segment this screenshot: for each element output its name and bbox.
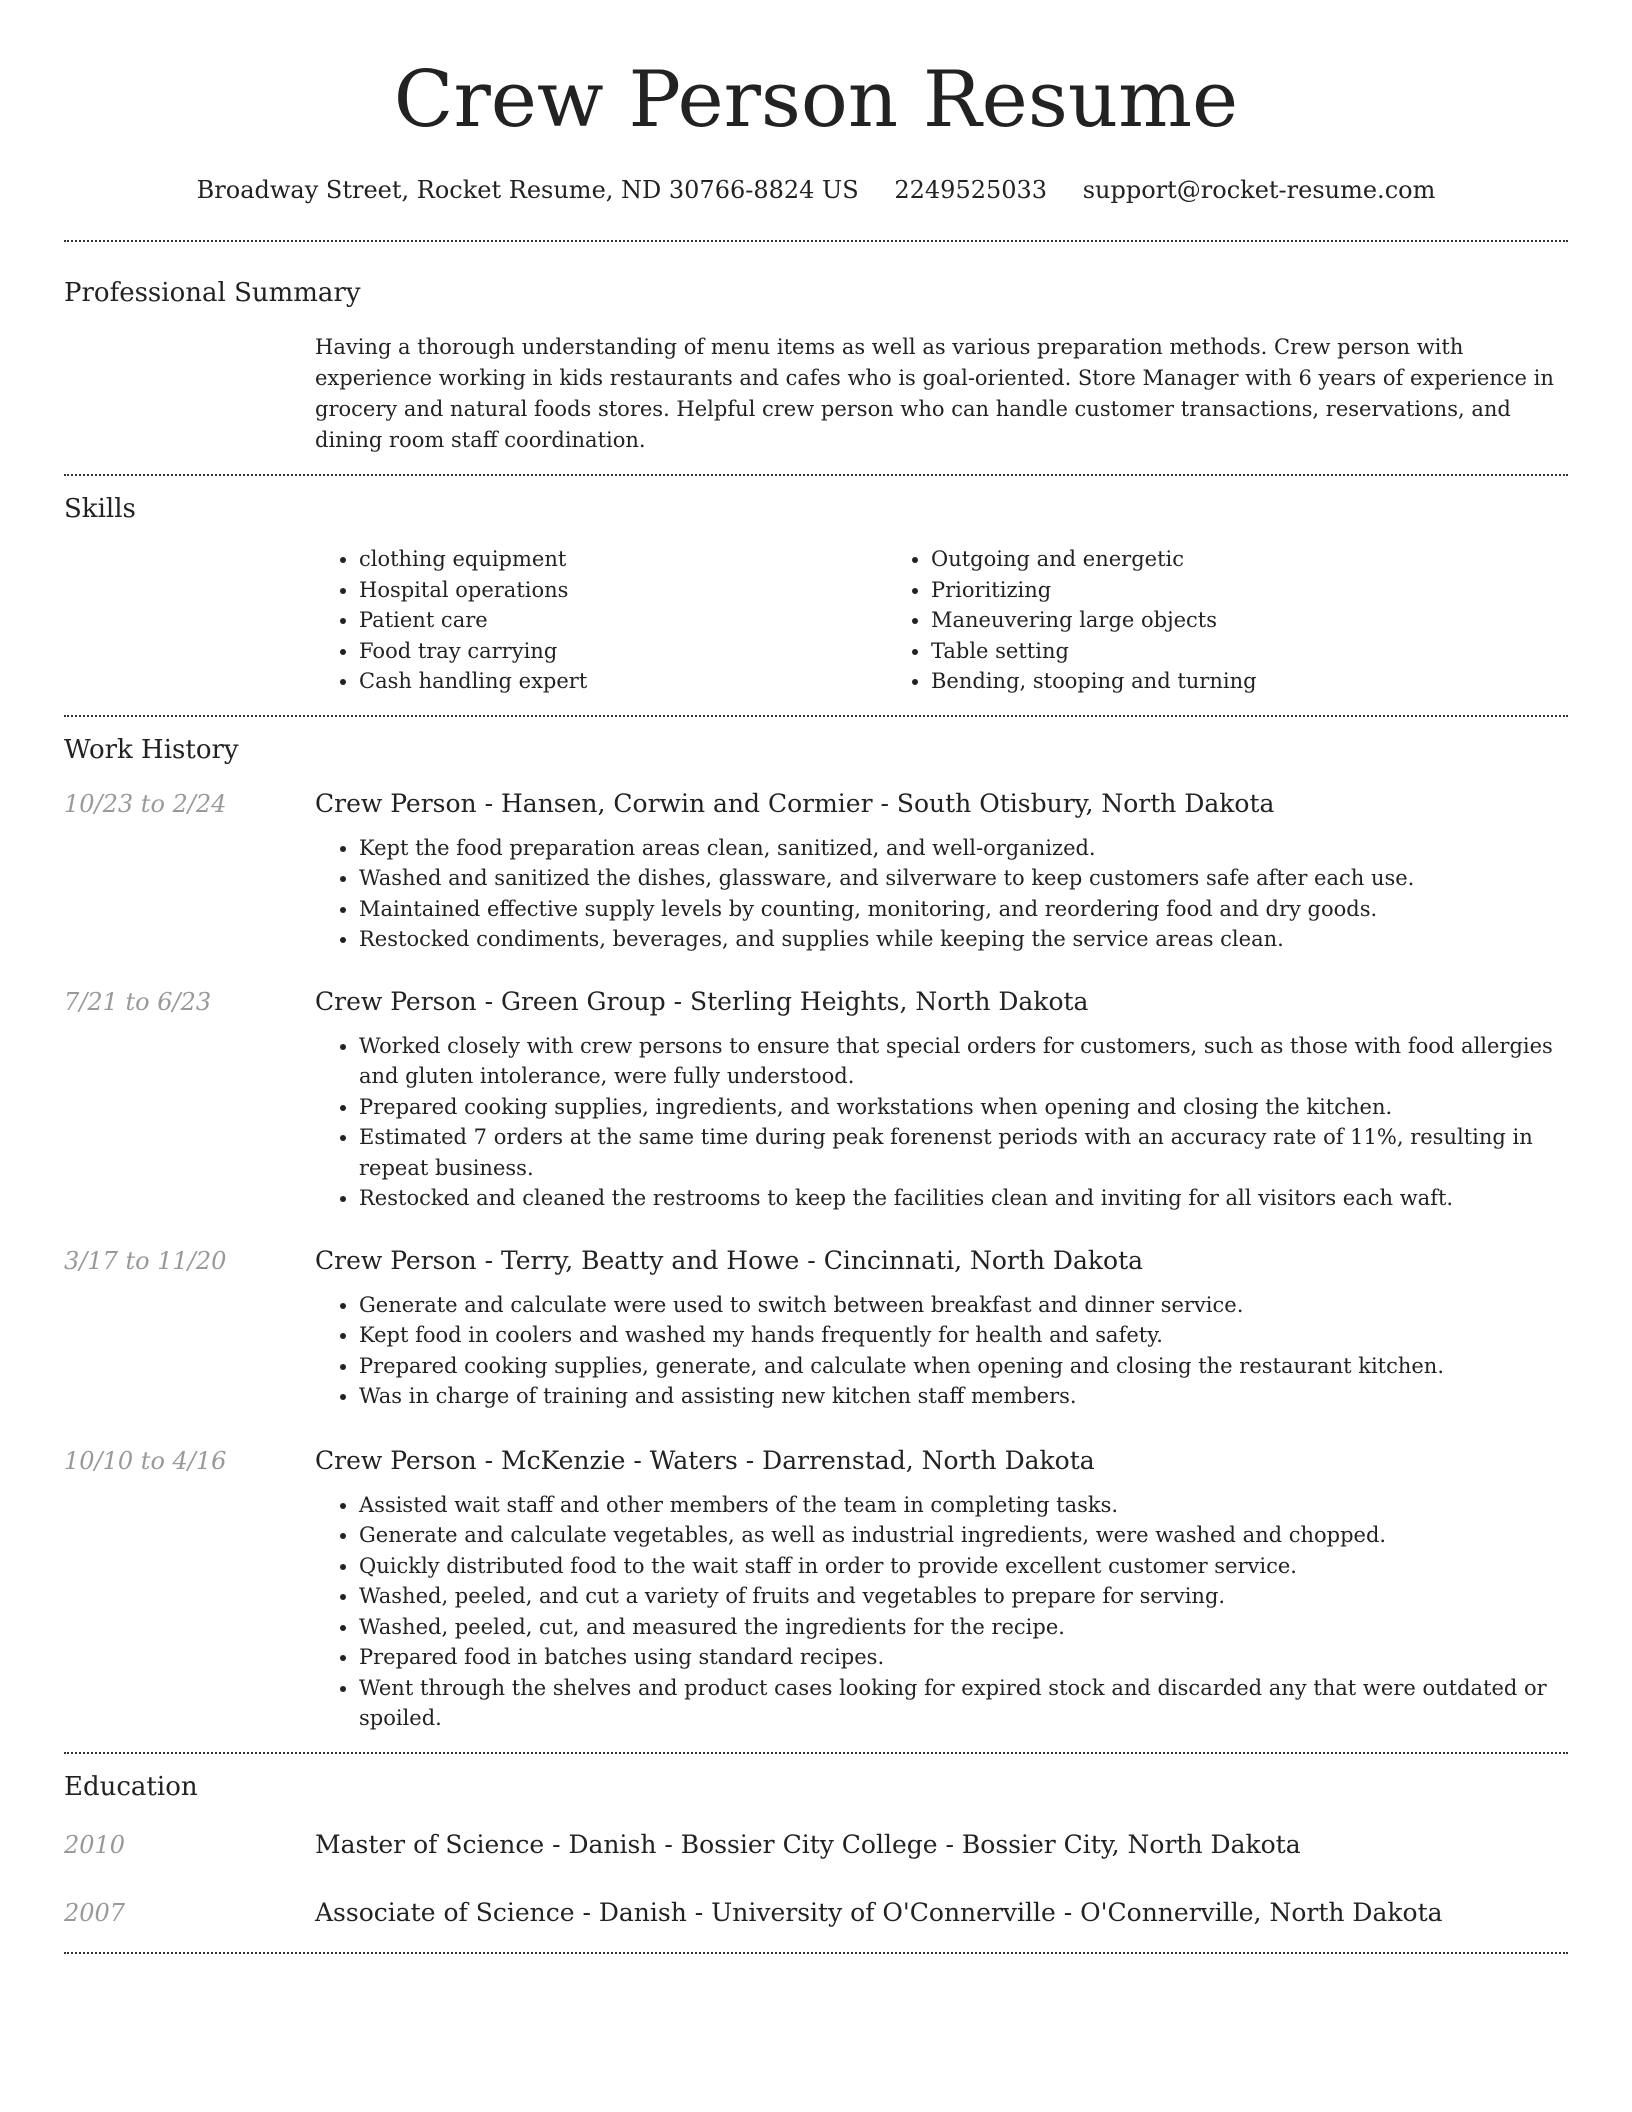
list-item: • Prepared cooking supplies, ingredients, and workstations when opening and closing the kitchen.: [359, 1092, 1568, 1123]
summary-text: Having a thorough understanding of menu items as well as various preparation methods. Crew person with experience working in kids restaurants and cafes who is goal-oriented. Store Manager with 6 years of experience in grocery and natural foods stores. Helpful crew person who can handle customer transactions, reservations, and dining room staff coordination.: [315, 335, 1554, 452]
skills-list-left: [315, 544, 887, 697]
list-item: • Kept the food preparation areas clean, sanitized, and well-organized.: [359, 833, 1568, 864]
skill-item: • Table setting: [931, 636, 1459, 667]
page-title: Crew Person Resume: [393, 55, 1239, 145]
section-title-skills: Skills: [64, 494, 136, 524]
skill-item: • Patient care: [359, 605, 887, 636]
job-title: Crew Person - Green Group - Sterling Heights, North Dakota: [315, 986, 1089, 1016]
list-item: • Washed and sanitized the dishes, glassware, and silverware to keep customers safe after each use.: [359, 863, 1568, 894]
job-date: 3/17 to 11/20: [64, 1246, 227, 1275]
list-item: • Restocked and cleaned the restrooms to keep the facilities clean and inviting for all visitors each waft.: [359, 1183, 1568, 1214]
resume-header: [64, 0, 1568, 206]
list-item: • Washed, peeled, and cut a variety of fruits and vegetables to prepare for serving.: [359, 1581, 1568, 1612]
list-item: • Prepared cooking supplies, generate, and calculate when opening and closing the restaurant kitchen.: [359, 1351, 1568, 1382]
job-bullets: [315, 1290, 1568, 1412]
skill-item: • Food tray carrying: [359, 636, 887, 667]
job-bullets: [315, 1031, 1568, 1214]
address-text: Broadway Street, Rocket Resume, ND 30766-8824 US: [196, 176, 859, 204]
skill-item: • clothing equipment: [359, 544, 887, 575]
work-section: [64, 717, 1568, 1752]
skill-item: • Prioritizing: [931, 575, 1459, 606]
job-entry: [64, 1224, 1568, 1412]
skill-item: • Cash handling expert: [359, 666, 887, 697]
summary-section: [64, 242, 1568, 474]
list-item: • Restocked condiments, beverages, and supplies while keeping the service areas clean.: [359, 924, 1568, 955]
skills-list-right: [887, 544, 1459, 697]
job-date: 10/23 to 2/24: [64, 789, 227, 818]
section-title-summary: Professional Summary: [64, 278, 361, 308]
education-date: 2007: [64, 1898, 126, 1927]
job-bullets: [315, 1490, 1568, 1734]
list-item: • Went through the shelves and product cases looking for expired stock and discarded any that were outdated or spoiled.: [359, 1673, 1568, 1734]
job-title: Crew Person - Hansen, Corwin and Cormier - South Otisbury, North Dakota: [315, 788, 1275, 818]
job-title: Crew Person - McKenzie - Waters - Darrenstad, North Dakota: [315, 1445, 1095, 1475]
job-bullets: [315, 833, 1568, 955]
email-text: support@rocket-resume.com: [1082, 176, 1436, 204]
list-item: • Quickly distributed food to the wait staff in order to provide excellent customer service.: [359, 1551, 1568, 1582]
phone-text: 2249525033: [894, 176, 1048, 204]
skill-item: • Outgoing and energetic: [931, 544, 1459, 575]
list-item: • Generate and calculate were used to switch between breakfast and dinner service.: [359, 1290, 1568, 1321]
job-title: Crew Person - Terry, Beatty and Howe - Cincinnati, North Dakota: [315, 1245, 1144, 1275]
job-entry: [64, 965, 1568, 1214]
list-item: • Maintained effective supply levels by counting, monitoring, and reordering food and dry goods.: [359, 894, 1568, 925]
job-entry: [64, 767, 1568, 955]
list-item: • Generate and calculate vegetables, as well as industrial ingredients, were washed and chopped.: [359, 1520, 1568, 1551]
list-item: • Worked closely with crew persons to ensure that special orders for customers, such as those with food allergies and gluten intolerance, were fully understood.: [359, 1031, 1568, 1092]
list-item: • Assisted wait staff and other members of the team in completing tasks.: [359, 1490, 1568, 1521]
contact-line: [64, 174, 1568, 206]
section-divider: [64, 1952, 1568, 1954]
education-section: [64, 1754, 1568, 1952]
list-item: • Estimated 7 orders at the same time during peak forenenst periods with an accuracy rate of 11%, resulting in repeat business.: [359, 1122, 1568, 1183]
education-entry: [64, 1862, 1568, 1930]
list-item: • Prepared food in batches using standard recipes.: [359, 1642, 1568, 1673]
list-item: • Was in charge of training and assisting new kitchen staff members.: [359, 1381, 1568, 1412]
education-title: Associate of Science - Danish - University of O'Connerville - O'Connerville, North Dakota: [315, 1897, 1443, 1927]
skill-item: • Maneuvering large objects: [931, 605, 1459, 636]
education-title: Master of Science - Danish - Bossier City College - Bossier City, North Dakota: [315, 1829, 1301, 1859]
job-entry: [64, 1424, 1568, 1734]
section-title-work: Work History: [64, 734, 239, 765]
list-item: • Washed, peeled, cut, and measured the ingredients for the recipe.: [359, 1612, 1568, 1643]
job-date: 7/21 to 6/23: [64, 987, 212, 1016]
job-date: 10/10 to 4/16: [64, 1446, 227, 1475]
section-title-education: Education: [64, 1771, 198, 1802]
list-item: • Kept food in coolers and washed my hands frequently for health and safety.: [359, 1320, 1568, 1351]
skill-item: • Hospital operations: [359, 575, 887, 606]
skills-section: [64, 476, 1568, 715]
skill-item: • Bending, stooping and turning: [931, 666, 1459, 697]
education-entry: [64, 1804, 1568, 1862]
education-date: 2010: [64, 1830, 126, 1859]
